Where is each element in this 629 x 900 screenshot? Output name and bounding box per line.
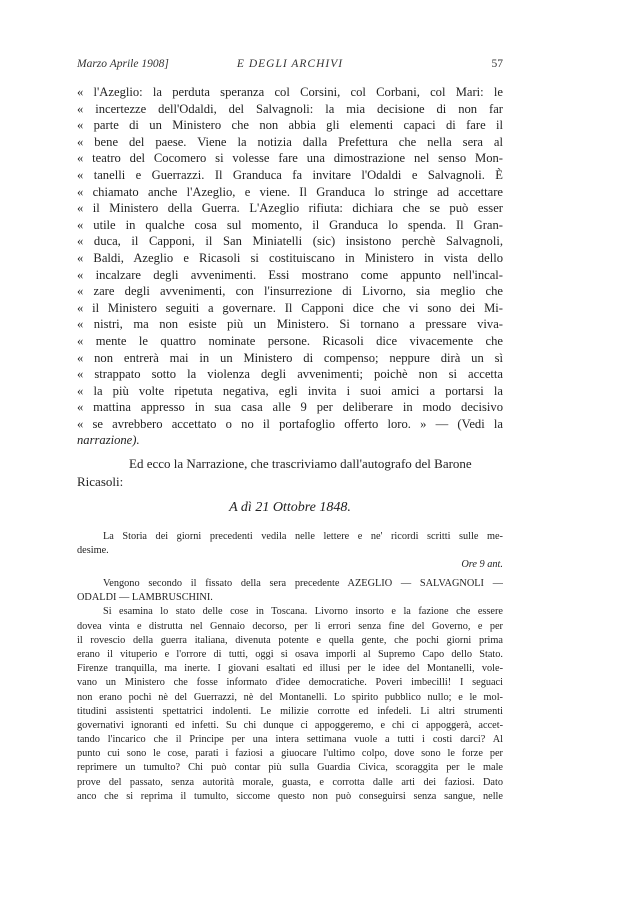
text-line: Vengono secondo il fissato della sera precedente AZEGLIO — SALVAGNOLI — (103, 578, 503, 589)
page-number: 57 (491, 58, 503, 70)
text-line: vano un Ministero che fosse informato d'idee democratiche. Poveri imbecilli! I seguaci (77, 677, 503, 689)
quoted-passage (77, 84, 503, 449)
text-line: « tanelli e Guerrazzi. Il Granduca fa invitare l'Odaldi e Salvagnoli. È (77, 167, 503, 182)
intro-line: Ricasoli: (77, 474, 124, 489)
text-line: reprimere un tumulto? Chi può contar più sulla Guardia Civica, scoraggita per le male (77, 762, 503, 774)
time-note: Ore 9 ant. (461, 559, 503, 570)
text-line: « duca, il Capponi, il San Miniatelli (sic) insistono perchè Salvagnoli, (77, 234, 503, 249)
header-issue: Marzo Aprile 1908] (77, 58, 169, 70)
narrative (77, 577, 503, 804)
text-line: anco che si reprima il tumulto, siccome questo non può conseguirsi senza sangue, nelle (77, 790, 503, 802)
text-line: erano il vituperio e l'orrore di tutti, oggi si osava imporli al Supremo Capo dello Stato. (77, 648, 503, 660)
text-line: « mattina appresso in sua casa alle 9 per deliberare in modo decisivo (77, 400, 503, 415)
text-line: dovea vinta e distrutta nel Gennaio decorso, per li errori senza fine del Governo, e per (77, 620, 503, 632)
text-line: ODALDI — LAMBRUSCHINI. (77, 592, 213, 604)
text-line: non erano pochi nè del Guerrazzi, nè del Montanelli. Lo spirito pubblico nullo; e le mol- (77, 691, 503, 703)
text-line: Si esamina lo stato delle cose in Toscana. Livorno insorto e la fazione che essere (103, 606, 503, 618)
text-line: « non entrerà mai in un Ministero di compenso; neppure dirà un sì (77, 350, 503, 365)
text-line: narrazione). (77, 433, 140, 448)
dateline: A dì 21 Ottobre 1848. (229, 500, 351, 515)
text-line: « l'Azeglio: la perduta speranza col Corsini, col Corbani, col Mari: le (77, 85, 503, 99)
text-line: desime. (77, 545, 109, 557)
text-line: tando l'incarico che il Principe per una intera settimana vuole a tutti i costi darci? Al (77, 734, 503, 746)
text-line: « mente le quattro nominate persone. Ricasoli dice vivacemente che (77, 333, 503, 348)
paragraph (77, 530, 503, 558)
text-line: governativi ignoranti ed infetti. Su chi dunque ci appoggeremo, e chi ci appoggerà, accet- (77, 719, 503, 731)
text-line: prove del passato, senza autorità morale, guasta, e corrotta dalle arti dei faziosi. Dato (77, 776, 503, 788)
text-line: « teatro del Cocomero si volesse fare una dimostrazione nel senso Mon- (77, 151, 503, 166)
text-line: « incalzare degli avvenimenti. Essi mostrano come appunto nell'incal- (77, 267, 503, 282)
text-line: titudini assistenti spettatrici indolenti. Le milizie corrotte ed infedeli. Li altri strumenti (77, 705, 503, 717)
text-line: « Baldi, Azeglio e Ricasoli si costituiscano in Ministero in vista dello (77, 250, 503, 265)
header-title: E DEGLI ARCHIVI (236, 58, 344, 70)
text-line: « se avrebbero accettato o no il portafoglio offerto loro. » — (Vedi la (77, 416, 503, 431)
running-header (77, 58, 503, 74)
text-line: « utile in qualche cosa sul momento, il Granduca lo spenda. Il Gran- (77, 217, 503, 232)
text-line: « il Ministero seguiti a governare. Il Capponi dice che vi sono dei Mi- (77, 300, 503, 315)
intro-paragraph (77, 455, 503, 491)
text-line: Firenze tranquilla, ma inerte. I giovani esaltati ed illusi per le idee del Montanelli, vole- (77, 663, 503, 675)
text-line: « strappato sotto la violenza degli avvenimenti; poichè non si accetta (77, 367, 503, 382)
text-line: « nistri, ma non esiste più un Ministero. Si tornano a pressare viva- (77, 317, 503, 332)
text-line: il rovescio della guerra italiana, divenuta potente e quella gente, che pochi giorni prima (77, 634, 503, 646)
text-line: La Storia dei giorni precedenti vedila nelle lettere e ne' ricordi scritti sulle me- (103, 531, 503, 542)
text-line: punto cui sono le cose, parati i faziosi a giuocare l'ultimo colpo, dove sono le forze per (77, 748, 503, 760)
text-line: « zare degli avvenimenti, con l'insurrezione di Livorno, sia meglio che (77, 284, 503, 299)
intro-line: Ed ecco la Narrazione, che trascriviamo dall'autografo del Barone (129, 456, 472, 471)
text-line: « la più volte ripetuta negativa, egli invita i suoi amici a portarsi la (77, 383, 503, 398)
text-line: « parte di un Ministero che non abbia gli elementi capaci di fare il (77, 118, 503, 133)
text-line: « bene del paese. Viene la notizia dalla Prefettura che nella sera al (77, 134, 503, 149)
text-line: « il Ministero della Guerra. L'Azeglio rifiuta: dichiara che se può esser (77, 201, 503, 216)
text-line: « chiamato anche l'Azeglio, e viene. Il Granduca lo stringe ad accettare (77, 184, 503, 199)
text-line: « incertezze dell'Odaldi, del Salvagnoli: la mia decisione di non far (77, 101, 503, 116)
